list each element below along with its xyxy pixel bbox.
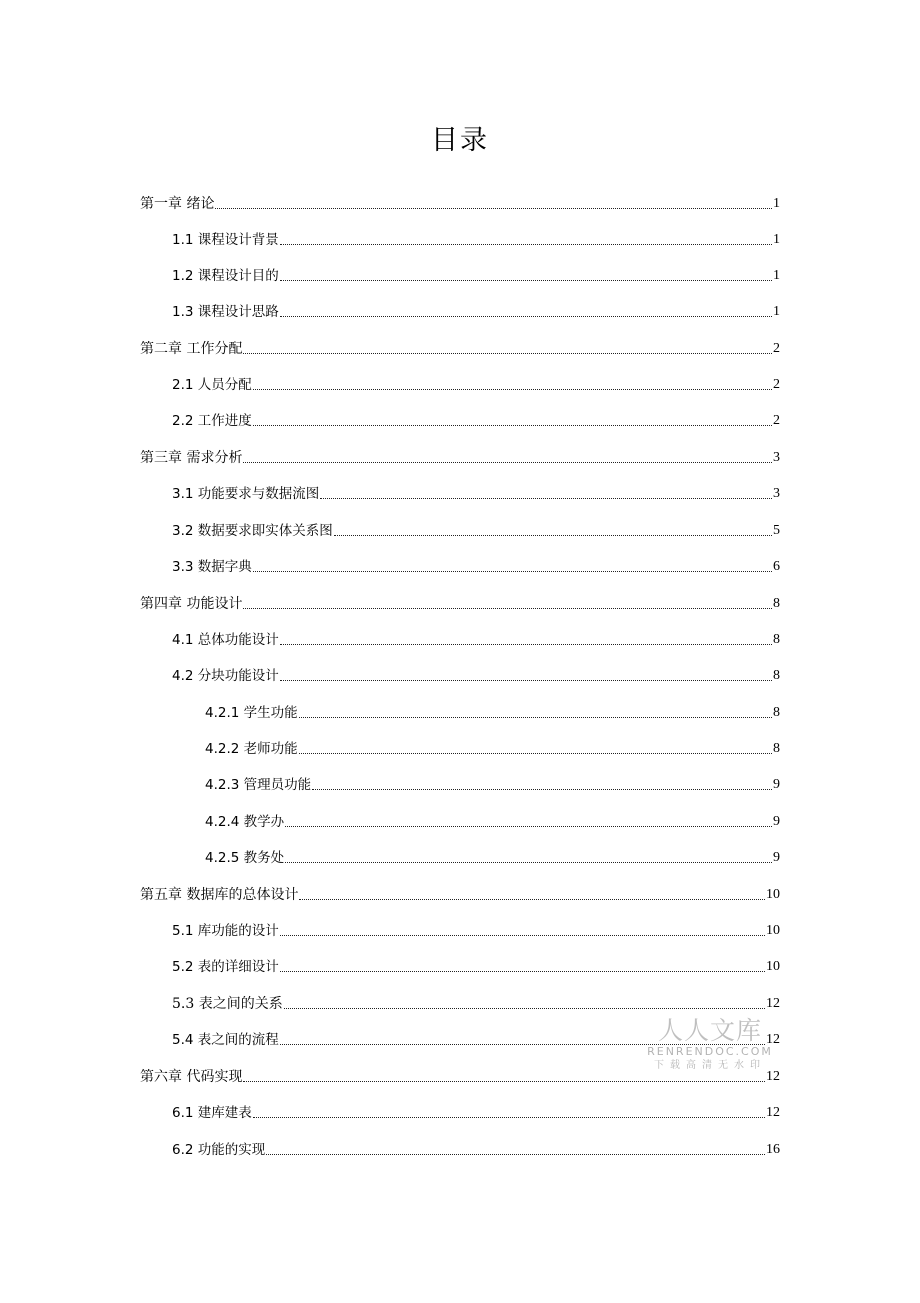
toc-entry-label: 4.2.2 老师功能 xyxy=(205,741,298,757)
toc-entry-page: 10 xyxy=(766,959,780,974)
toc-entry-page: 8 xyxy=(773,741,780,756)
toc-entry-label: 4.2.4 教学办 xyxy=(205,814,285,830)
toc-entry-page: 8 xyxy=(773,632,780,647)
toc-entry[interactable] xyxy=(172,374,780,394)
toc-entry-label: 4.2 分块功能设计 xyxy=(172,668,279,684)
toc-entry-page: 10 xyxy=(766,887,780,902)
dot-leader xyxy=(334,535,772,536)
toc-entry-label: 第六章 代码实现 xyxy=(140,1069,243,1085)
dot-leader xyxy=(243,608,772,609)
page-title: 目录 xyxy=(431,125,489,156)
toc-entry-label: 2.2 工作进度 xyxy=(172,413,252,429)
dot-leader xyxy=(280,316,772,317)
dot-leader xyxy=(280,244,772,245)
toc-entry-label: 5.3 表之间的关系 xyxy=(172,996,283,1012)
toc-entry-page: 1 xyxy=(773,268,780,283)
toc-entry-page: 9 xyxy=(773,850,780,865)
dot-leader xyxy=(266,1154,765,1155)
toc-entry-label: 5.2 表的详细设计 xyxy=(172,959,279,975)
toc-entry[interactable] xyxy=(140,593,780,613)
toc-entry-page: 3 xyxy=(773,450,780,465)
toc-entry-label: 第二章 工作分配 xyxy=(140,341,243,357)
toc-entry-page: 12 xyxy=(766,996,780,1011)
dot-leader xyxy=(285,826,772,827)
dot-leader xyxy=(280,280,772,281)
dot-leader xyxy=(299,899,765,900)
toc-entry-page: 2 xyxy=(773,413,780,428)
toc-entry[interactable] xyxy=(172,483,780,503)
dot-leader xyxy=(253,1117,765,1118)
toc-entry[interactable] xyxy=(172,993,780,1013)
toc-entry-page: 2 xyxy=(773,377,780,392)
toc-entry[interactable] xyxy=(172,920,780,940)
toc-entry-label: 1.2 课程设计目的 xyxy=(172,268,279,284)
toc-entry[interactable] xyxy=(140,193,780,213)
toc-entry-page: 1 xyxy=(773,232,780,247)
dot-leader xyxy=(243,462,772,463)
toc-entry-page: 2 xyxy=(773,341,780,356)
toc-entry[interactable] xyxy=(172,229,780,249)
dot-leader xyxy=(299,717,772,718)
dot-leader xyxy=(253,389,772,390)
toc-entry[interactable] xyxy=(172,629,780,649)
toc-entry-page: 3 xyxy=(773,486,780,501)
toc-entry-label: 6.2 功能的实现 xyxy=(172,1142,266,1158)
dot-leader xyxy=(320,498,772,499)
dot-leader xyxy=(280,935,765,936)
toc-entry-label: 第四章 功能设计 xyxy=(140,596,243,612)
toc-entry-page: 12 xyxy=(766,1069,780,1084)
toc-entry-label: 4.2.5 教务处 xyxy=(205,850,285,866)
toc-entry[interactable] xyxy=(140,884,780,904)
toc-entry-label: 5.4 表之间的流程 xyxy=(172,1032,279,1048)
toc-entry[interactable] xyxy=(140,338,780,358)
toc-entry-page: 12 xyxy=(766,1032,780,1047)
toc-entry-label: 1.3 课程设计思路 xyxy=(172,304,279,320)
toc-entry-label: 1.1 课程设计背景 xyxy=(172,232,279,248)
toc-entry[interactable] xyxy=(172,410,780,430)
watermark-logo-text: 人人文库 xyxy=(657,1016,762,1045)
toc-entry-page: 1 xyxy=(773,196,780,211)
toc-entry-label: 2.1 人员分配 xyxy=(172,377,252,393)
toc-entry-label: 6.1 建库建表 xyxy=(172,1105,252,1121)
toc-entry[interactable] xyxy=(205,738,780,758)
dot-leader xyxy=(243,353,772,354)
toc-entry[interactable] xyxy=(172,265,780,285)
dot-leader xyxy=(215,208,772,209)
toc-entry[interactable] xyxy=(172,556,780,576)
toc-entry-page: 8 xyxy=(773,705,780,720)
toc-entry-label: 第三章 需求分析 xyxy=(140,450,243,466)
watermark-url: RENRENDOC.COM xyxy=(647,1045,773,1058)
dot-leader xyxy=(280,1044,765,1045)
toc-entry-page: 9 xyxy=(773,814,780,829)
toc-entry[interactable] xyxy=(172,1029,780,1049)
toc-entry-label: 3.1 功能要求与数据流图 xyxy=(172,486,320,502)
toc-entry[interactable] xyxy=(205,702,780,722)
watermark-tagline: 下载高清无水印 xyxy=(654,1060,766,1071)
toc-entry-page: 8 xyxy=(773,668,780,683)
toc-entry-page: 16 xyxy=(766,1142,780,1157)
toc-entry[interactable] xyxy=(172,956,780,976)
toc-entry-label: 第一章 绪论 xyxy=(140,196,215,212)
dot-leader xyxy=(280,971,765,972)
toc-entry-label: 4.1 总体功能设计 xyxy=(172,632,279,648)
dot-leader xyxy=(312,789,772,790)
dot-leader xyxy=(243,1081,765,1082)
toc-entry[interactable] xyxy=(172,520,780,540)
toc-entry[interactable] xyxy=(205,774,780,794)
toc-entry-page: 1 xyxy=(773,304,780,319)
toc-entry-label: 第五章 数据库的总体设计 xyxy=(140,887,299,903)
toc-entry-page: 6 xyxy=(773,559,780,574)
toc-entry[interactable] xyxy=(205,811,780,831)
toc-entry-label: 4.2.3 管理员功能 xyxy=(205,777,312,793)
toc-entry[interactable] xyxy=(172,1139,780,1159)
toc-entry-page: 12 xyxy=(766,1105,780,1120)
dot-leader xyxy=(299,753,772,754)
toc-entry-page: 5 xyxy=(773,523,780,538)
toc-entry[interactable] xyxy=(205,847,780,867)
toc-entry[interactable] xyxy=(140,447,780,467)
dot-leader xyxy=(284,1008,765,1009)
toc-entry[interactable] xyxy=(172,1102,780,1122)
toc-entry-page: 9 xyxy=(773,777,780,792)
toc-entry-label: 3.3 数据字典 xyxy=(172,559,252,575)
toc-entry-page: 10 xyxy=(766,923,780,938)
dot-leader xyxy=(280,644,772,645)
dot-leader xyxy=(285,862,772,863)
toc-entry[interactable] xyxy=(172,665,780,685)
toc-entry-label: 3.2 数据要求即实体关系图 xyxy=(172,523,333,539)
toc-entry[interactable] xyxy=(140,1066,780,1086)
dot-leader xyxy=(280,680,772,681)
toc-entry-label: 5.1 库功能的设计 xyxy=(172,923,279,939)
toc-entry[interactable] xyxy=(172,301,780,321)
dot-leader xyxy=(253,571,772,572)
toc-entry-page: 8 xyxy=(773,596,780,611)
dot-leader xyxy=(253,425,772,426)
toc-entry-label: 4.2.1 学生功能 xyxy=(205,705,298,721)
